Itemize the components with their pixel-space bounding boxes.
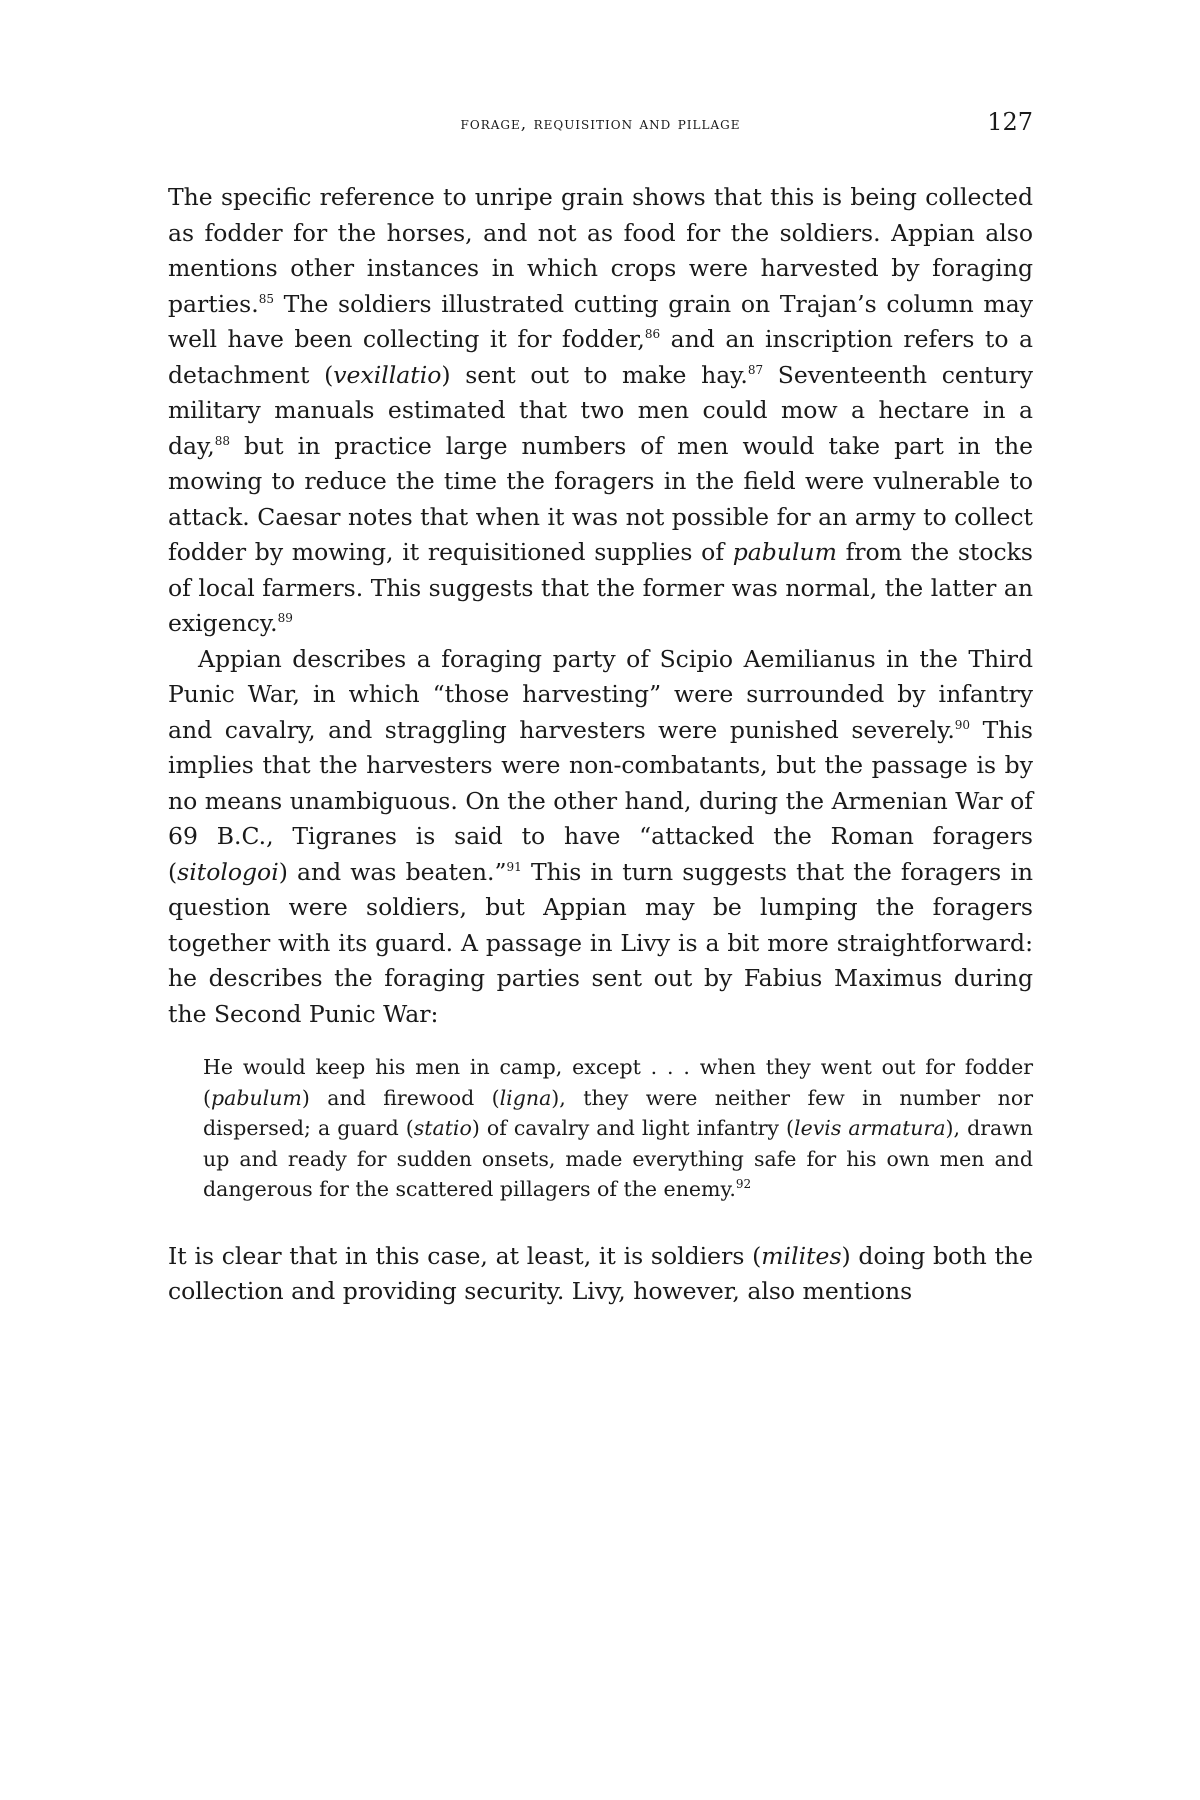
text: but in practice large numbers of men would take part in the mowing to reduce the time the foragers in the field were vulnerable to attack. Caesar notes that when it was not possible for an army to collect fodder by mowing, it requisitioned supplies of [168,431,1033,566]
footnote-ref-91: 91 [506,859,522,874]
text: Appian describes a foraging party of Scipio Aemilianus in the Third Punic War, in which “those harvesting” were surrounded by infantry and cavalry, and straggling harvesters were punished severely. [168,644,1033,744]
footnote-ref-89: 89 [277,611,293,626]
text: He would keep his men in camp, except . . . when they went out for fodder ( [203,1055,1033,1110]
block-quote [203,1052,1033,1205]
text: ), drawn up and ready for sudden onsets, made everything safe for his own men and dangerous for the scattered pillagers of the enemy. [203,1116,1033,1201]
text: ) sent out to make hay. [441,360,748,389]
footnote-ref-90: 90 [954,717,971,732]
text: This in turn suggests that the foragers in question were soldiers, but Appian may be lumping the foragers together with its guard. A passage in Livy is a bit more straightforward: he describes the foraging parties sent out by Fabius Maximus during the Second Punic War: [168,857,1033,1028]
italic-term: vexillatio [333,360,442,389]
italic-term: sitologoi [177,857,279,886]
text: The specific reference to unripe grain shows that this is being collected as fodder for the horses, and not as food for the soldiers. Appian also mentions other instances in which crops were harvested by foraging parties. [168,183,1033,318]
footnote-ref-87: 87 [747,362,764,377]
text: ) doing both the collection and providing security. Livy, however, also mentions [168,1241,1033,1305]
text: ), they were neither few in number nor dispersed; a guard ( [203,1085,1033,1140]
text: Seventeenth century military manuals estimated that two men could mow a hectare in a day, [168,360,1033,460]
italic-term: pabulum [211,1085,302,1110]
footnote-ref-85: 85 [258,291,274,306]
text: and an inscription refers to a detachment ( [168,325,1034,389]
book-page [168,100,1033,1310]
italic-term: pabulum [732,538,837,566]
running-head [168,100,1033,140]
footnote-ref-92: 92 [735,1177,752,1192]
text: ) of cavalry and light infantry ( [471,1116,795,1140]
italic-term: statio [413,1116,472,1140]
italic-term: milites [761,1241,842,1270]
text: ) and was beaten.” [278,857,507,886]
text: ) and firewood ( [301,1085,500,1110]
footnote-ref-88: 88 [214,433,230,448]
page-number: 127 [987,108,1033,136]
running-title: forage, requisition and pillage [460,114,741,134]
paragraph-1 [168,180,1033,642]
italic-term: ligna [499,1085,552,1110]
paragraph-3 [168,1239,1033,1310]
text: This implies that the harvesters were non-combatants, but the passage is by no means unambiguous. On the other hand, during the Armenian War of 69 B.C., Tigranes is said to have “attacked the Roman foragers ( [168,715,1033,886]
paragraph-2 [168,642,1033,1033]
text: It is clear that in this case, at least, it is soldiers ( [168,1241,762,1270]
text: The soldiers illustrated cutting grain on Trajan’s column may well have been collecting it for fodder, [168,289,1033,353]
text: from the stocks of local farmers. This suggests that the former was normal, the latter an exigency. [168,538,1033,637]
footnote-ref-86: 86 [644,327,661,342]
italic-term: levis armatura [794,1116,946,1140]
